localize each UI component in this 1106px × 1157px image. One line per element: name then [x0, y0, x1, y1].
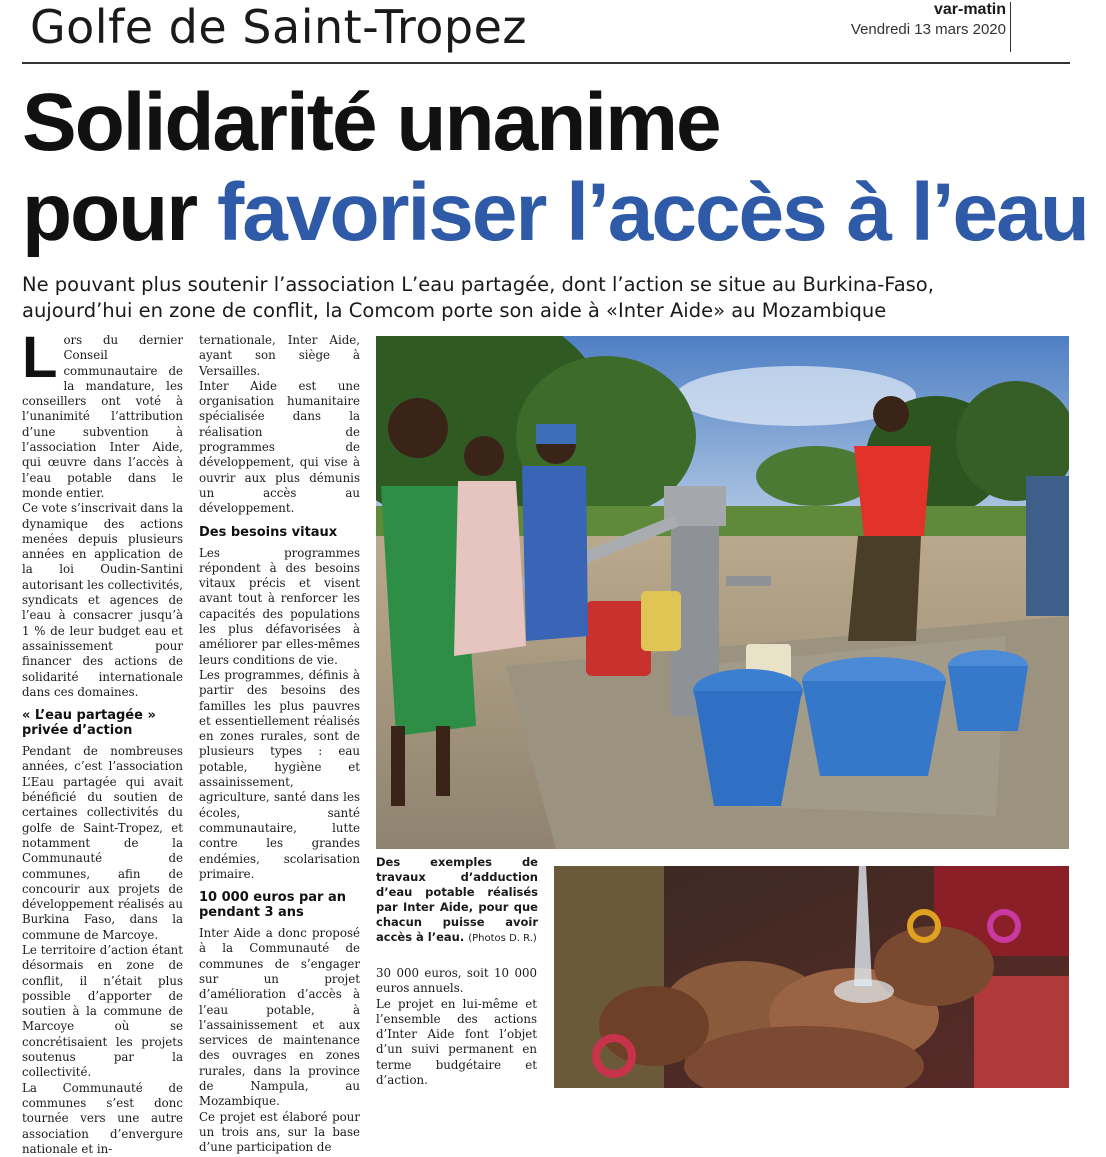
article-column-3: [376, 966, 537, 1088]
col2-paragraph-4: Les programmes, définis à partir des besoins des familles les plus pauvres et essentiellement réalisés en zones rurales, sont de plusieurs types : eau potable, hygiène et assainissement, agriculture, santé dans les écoles, santé communautaire, lutte contre les grandes endémies, scolarisation primaire.: [199, 667, 360, 881]
newspaper-brand: var-matin: [933, 1, 1006, 18]
col2-paragraph-5: Inter Aide a donc proposé à la Communauté de communes de s’engager sur un projet d’amélioration d’accès à l’eau potable, à l’assainissement et aux services de maintenance des ouvrages en zones rurales, dans la province de Nampula, au Mozambique.: [199, 926, 360, 1109]
photo-caption: [376, 855, 538, 946]
col2-subheading-2: 10 000 euros par an pendant 3 ans: [199, 890, 346, 921]
photo-credit: (Photos D. R.): [468, 933, 537, 944]
col2-paragraph-3: Les programmes répondent à des besoins vitaux précis et visent avant tout à renforcer les capacités des populations les plus défavorisées à améliorer par elles-mêmes leurs conditions de vie.: [199, 545, 360, 667]
col2-subheading-1: Des besoins vitaux: [199, 524, 338, 540]
header-rule: [22, 62, 1070, 64]
headline-line-1: Solidarité unanime: [22, 77, 720, 168]
col2-paragraph-6: Ce projet est élaboré pour un trois ans, sur la base d’une participation de: [199, 1109, 360, 1155]
col1-paragraph-4: Le territoire d’action étant désormais en zone de conflit, il n’était plus possible d’apporter de soutien à la commune de Marcoye où se concrétisaient les projets soutenus par la collectivité.: [22, 942, 183, 1080]
photo-hands-water: [554, 866, 1069, 1088]
col2-paragraph-1: ternationale, Inter Aide, ayant son siège à Versailles.: [199, 333, 360, 378]
col1-paragraph-3: Pendant de nombreuses années, c’est l’association L’Eau partagée qui avait bénéficié du soutien de certaines collectivités du golfe de Saint-Tropez, et notamment de la Communauté de communes, afin de concourir aux projets de développement réalisés au Burkina Faso, dans la commune de Marcoye.: [22, 744, 183, 942]
col1-paragraph-5: La Communauté de communes s’est donc tournée vers une autre association d’envergure nationale et in-: [22, 1080, 183, 1156]
headline-highlight: favoriser l’accès à l’eau: [216, 167, 1088, 258]
issue-date: Vendredi 13 mars 2020: [850, 21, 1006, 38]
caption-text: Des exemples de travaux d’adduction d’eau potable réalisés par Inter Aide, pour que chacun puisse avoir accès à l’eau.: [376, 855, 538, 944]
headline-line-2: [22, 168, 1088, 258]
deck-line-1: Ne pouvant plus soutenir l’association L’eau partagée, dont l’action se situe au Burkina-Faso,: [22, 273, 934, 296]
article-column-1: [22, 325, 183, 1157]
header-divider: [1010, 2, 1011, 52]
col1-paragraph-2: Ce vote s’inscrivait dans la dynamique des actions menées depuis plusieurs années en application de la loi Oudin-Santini autorisant les collectivités, syndicats et agences de l’eau à consacrer jusqu’à 1 % de leur budget eau et assainissement pour financer des actions de solidarité internationale dans ces domaines.: [22, 501, 183, 699]
col3-paragraph-2: Le projet en lui-même et l’ensemble des actions d’Inter Aide font l’objet d’un suivi permanent en terme budgétaire et d’action.: [376, 996, 537, 1088]
drop-cap: L: [22, 325, 58, 390]
col1-paragraph-1: ors du dernier Conseil communautaire de la mandature, les conseillers ont voté à l’unanimité l’attribution d’une subvention à l’association Inter Aide, qui œuvre dans l’accès à l’eau potable dans le monde entier.: [22, 333, 183, 500]
headline-pre: pour: [22, 167, 217, 258]
col2-paragraph-2: Inter Aide est une organisation humanitaire spécialisée dans la réalisation de programmes de développement, qui vise à ouvrir aux plus démunis un accès au développement.: [199, 378, 360, 516]
photo-water-pump: [376, 336, 1069, 849]
section-title: Golfe de Saint-Tropez: [30, 0, 528, 54]
article-column-2: [199, 333, 360, 1156]
hands-water-illustration: [554, 866, 1069, 1088]
deck-line-2: aujourd’hui en zone de conflit, la Comcom porte son aide à «Inter Aide» au Mozambique: [22, 299, 887, 322]
col1-subheading: « L’eau partagée » privée d’action: [22, 708, 156, 739]
water-pump-illustration: [376, 336, 1069, 849]
col3-paragraph-1: 30 000 euros, soit 10 000 euros annuels.: [376, 966, 537, 996]
